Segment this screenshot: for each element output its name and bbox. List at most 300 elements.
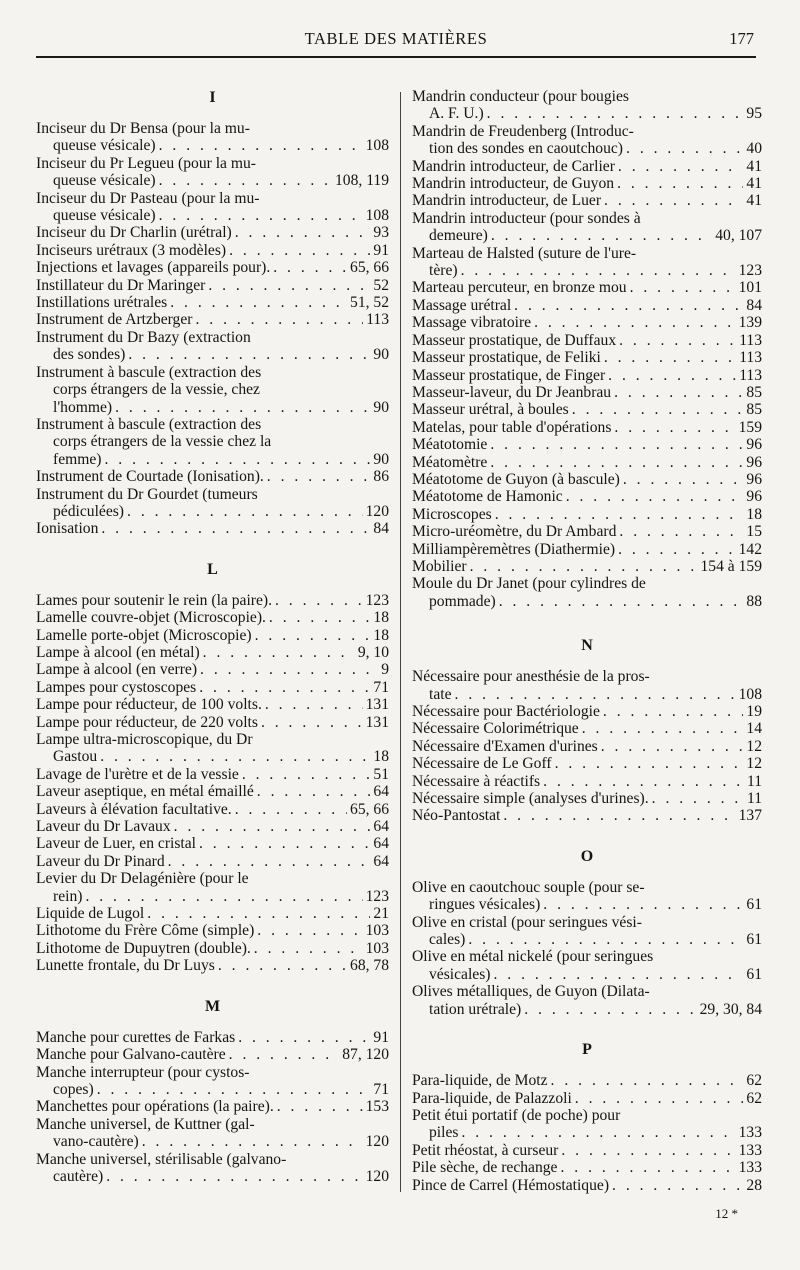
entry-text: Nécessaire simple (analyses d'urines).: [412, 790, 649, 808]
leader-dots: [615, 541, 736, 558]
leader-dots: [239, 766, 371, 783]
entry-page-ref: 96: [746, 436, 762, 454]
leader-dots: [139, 1133, 363, 1150]
entry-page-ref: 28: [746, 1176, 762, 1194]
entry-text: Inciseurs urétraux (3 modèles): [36, 241, 227, 259]
leader-dots: [579, 720, 744, 737]
leader-dots: [540, 773, 744, 790]
index-entry: [36, 783, 389, 800]
entry-line: [36, 190, 389, 207]
entry-line: [412, 279, 762, 296]
leader-dots: [97, 748, 370, 765]
entry-line: [412, 332, 762, 349]
entry-line: [36, 1151, 389, 1168]
leader-dots: [252, 627, 371, 644]
entry-text: Méatomètre: [412, 453, 488, 471]
entry-page-ref: 120: [365, 502, 389, 520]
entry-line: [36, 294, 389, 311]
entry-text: femme): [53, 450, 102, 468]
entry-line: [412, 948, 762, 965]
leader-dots: [467, 558, 698, 575]
section-letter: P: [582, 1041, 592, 1059]
entry-continuation-line: [36, 888, 389, 905]
entry-text: Petit étui portatif (de poche) pour: [412, 1106, 621, 1124]
leader-dots: [192, 311, 363, 328]
entry-line: [36, 766, 389, 783]
leader-dots: [82, 888, 362, 905]
entry-line: [36, 731, 389, 748]
index-entry: [36, 940, 389, 957]
entry-text: Injections et lavages (appareils pour).: [36, 259, 271, 277]
entry-page-ref: 64: [373, 818, 389, 836]
entry-page-ref: 11: [746, 772, 762, 790]
entry-line: [412, 314, 762, 331]
entry-page-ref: 41: [746, 175, 762, 193]
leader-dots: [548, 1072, 744, 1089]
entry-line: [36, 329, 389, 346]
entry-page-ref: 113: [739, 349, 762, 367]
index-entry: [412, 454, 762, 471]
entry-text: Marteau de Halsted (suture de l'ure-: [412, 244, 637, 262]
entry-text: Manchettes pour opérations (la paire).: [36, 1098, 274, 1116]
entry-text: Nécessaire à réactifs: [412, 772, 541, 790]
entry-text: Mandrin conducteur (pour bougies: [412, 88, 629, 105]
entry-page-ref: 14: [746, 720, 762, 738]
leader-dots: [200, 644, 355, 661]
index-entry: [36, 1116, 389, 1151]
entry-text: Olives métalliques, de Guyon (Dilata-: [412, 983, 650, 1001]
entry-continuation-line: [36, 451, 389, 468]
leader-dots: [254, 783, 371, 800]
entry-line: [36, 1029, 389, 1046]
page-header: [36, 26, 756, 58]
entry-line: [412, 506, 762, 523]
entry-text: Méatotome de Hamonic: [412, 488, 563, 506]
entry-text: Mandrin introducteur, de Carlier: [412, 157, 615, 175]
index-entry: [412, 506, 762, 523]
entry-page-ref: 9: [381, 661, 389, 679]
leader-dots: [226, 242, 370, 259]
entry-line: [412, 1159, 762, 1176]
entry-text: Lames pour soutenir le rein (la paire).: [36, 591, 272, 609]
index-entry: [412, 123, 762, 158]
entry-line: [36, 1116, 389, 1133]
entry-text: Instrument à bascule (extraction des: [36, 415, 262, 433]
entry-page-ref: 96: [746, 453, 762, 471]
entry-text: Laveur du Dr Pinard: [36, 852, 165, 870]
index-entry: [412, 210, 762, 245]
entry-text: Instrument du Dr Bazy (extraction: [36, 328, 251, 346]
entry-page-ref: 154 à 159: [700, 557, 762, 575]
entry-page-ref: 93: [373, 224, 389, 242]
entry-text: piles: [429, 1124, 459, 1142]
entry-line: [412, 541, 762, 558]
index-entry: [412, 523, 762, 540]
entry-text: corps étrangers de la vessie, chez: [53, 381, 260, 399]
index-entry: [36, 766, 389, 783]
entry-page-ref: 18: [373, 748, 389, 766]
leader-dots: [215, 957, 347, 974]
leader-dots: [232, 801, 347, 818]
index-entry: [412, 88, 762, 123]
index-entry: [412, 279, 762, 296]
entry-page-ref: 41: [746, 192, 762, 210]
entry-text: Manche universel, stérilisable (galvano-: [36, 1150, 287, 1168]
entry-text: Instrument de Artzberger: [36, 311, 193, 329]
leader-dots: [488, 227, 712, 244]
entry-text: des sondes): [53, 346, 126, 364]
entry-continuation-line: [36, 1081, 389, 1098]
entry-line: [412, 983, 762, 1000]
entry-continuation-line: [412, 966, 762, 983]
entry-page-ref: 123: [365, 591, 389, 609]
section-spacer: [412, 1018, 762, 1040]
index-entry: [412, 158, 762, 175]
leader-dots: [165, 853, 371, 870]
leader-dots: [487, 436, 743, 453]
entry-text: Masseur urétral, à boules: [412, 401, 569, 419]
entry-line: [412, 879, 762, 896]
entry-text: vano-cautère): [53, 1133, 139, 1151]
index-entry: [36, 835, 389, 852]
entry-continuation-line: [36, 207, 389, 224]
entry-text: Masseur prostatique, de Finger: [412, 366, 606, 384]
section-letter: O: [580, 847, 594, 865]
index-entry: [36, 190, 389, 225]
entry-page-ref: 142: [738, 540, 762, 558]
entry-page-ref: 131: [365, 696, 389, 714]
leader-dots: [226, 1046, 340, 1063]
entry-text: vésicales): [429, 965, 491, 983]
entry-text: Instrument à bascule (extraction des: [36, 363, 262, 381]
index-entry: [36, 714, 389, 731]
entry-page-ref: 15: [746, 523, 762, 541]
index-entry: [412, 401, 762, 418]
entry-line: [36, 853, 389, 870]
leader-dots: [490, 966, 743, 983]
leader-dots: [572, 1090, 744, 1107]
entry-page-ref: 108: [365, 207, 389, 225]
entry-line: [36, 609, 389, 626]
leader-dots: [103, 1168, 362, 1185]
entry-text: Levier du Dr Delagénière (pour le: [36, 870, 249, 888]
index-entry: [36, 259, 389, 276]
index-entry: [412, 914, 762, 949]
entry-text: Masseur-laveur, du Dr Jeanbrau: [412, 383, 612, 401]
index-entry: [36, 870, 389, 905]
entry-line: [36, 242, 389, 259]
index-entry: [36, 853, 389, 870]
entry-text: Massage urétral: [412, 296, 512, 314]
index-entry: [412, 332, 762, 349]
index-entry: [412, 1142, 762, 1159]
entry-text: Pile sèche, de rechange: [412, 1159, 558, 1177]
entry-line: [412, 575, 762, 592]
entry-text: cales): [429, 931, 466, 949]
leader-dots: [611, 384, 743, 401]
entry-page-ref: 101: [738, 279, 762, 297]
entry-text: tion des sondes en caoutchouc): [429, 140, 624, 158]
entry-line: [412, 384, 762, 401]
entry-continuation-line: [412, 262, 762, 279]
entry-page-ref: 68, 78: [350, 957, 389, 975]
leader-dots: [102, 451, 371, 468]
leader-dots: [197, 661, 378, 678]
index-entry: [36, 364, 389, 416]
index-entry: [36, 294, 389, 311]
entry-text: Mobilier: [412, 557, 467, 575]
entry-page-ref: 137: [738, 807, 762, 825]
entry-text: Olive en caoutchouc souple (pour se-: [412, 878, 645, 896]
entry-text: Instrument de Courtade (Ionisation).: [36, 468, 264, 486]
entry-text: Lunette frontale, du Dr Luys: [36, 957, 215, 975]
entry-line: [412, 88, 762, 105]
entry-page-ref: 87, 120: [342, 1046, 389, 1064]
entry-continuation-line: [412, 140, 762, 157]
entry-text: tère): [429, 262, 458, 280]
index-entry: [412, 297, 762, 314]
entry-continuation-line: [36, 1133, 389, 1150]
entry-continuation-line: [412, 686, 762, 703]
entry-text: Mandrin introducteur, de Luer: [412, 192, 602, 210]
entry-page-ref: 96: [746, 488, 762, 506]
entry-line: [36, 957, 389, 974]
entry-text: Méatotomie: [412, 436, 488, 454]
leader-dots: [196, 679, 370, 696]
entry-line: [412, 158, 762, 175]
entry-line: [412, 1107, 762, 1124]
leader-dots: [205, 277, 370, 294]
entry-text: cautère): [53, 1167, 104, 1185]
entry-line: [36, 627, 389, 644]
entry-page-ref: 108, 119: [335, 172, 389, 190]
entry-line: [36, 520, 389, 537]
entry-page-ref: 103: [365, 922, 389, 940]
entry-text: Nécessaire Colorimétrique: [412, 720, 579, 738]
index-entry: [412, 983, 762, 1018]
entry-line: [36, 835, 389, 852]
index-entry: [36, 801, 389, 818]
leader-dots: [484, 105, 744, 122]
index-entry: [412, 755, 762, 772]
entry-page-ref: 51: [373, 765, 389, 783]
entry-page-ref: 91: [373, 241, 389, 259]
entry-line: [412, 1090, 762, 1107]
entry-page-ref: 91: [373, 1028, 389, 1046]
index-entry: [412, 1159, 762, 1176]
entry-text: queuse vésicale): [53, 172, 156, 190]
entry-page-ref: 19: [746, 703, 762, 720]
leader-dots: [254, 922, 362, 939]
entry-continuation-line: [412, 227, 762, 244]
entry-line: [412, 755, 762, 772]
entry-text: Liquide de Lugol: [36, 905, 145, 923]
running-title: TABLE DES MATIÈRES: [304, 29, 488, 48]
entry-line: [36, 1098, 389, 1115]
entry-line: [412, 523, 762, 540]
entry-page-ref: 139: [738, 314, 762, 332]
entry-continuation-line: [36, 399, 389, 416]
leader-dots: [569, 401, 744, 418]
entry-page-ref: 113: [739, 331, 762, 349]
index-entry: [412, 720, 762, 737]
entry-line: [412, 1177, 762, 1194]
entry-line: [36, 870, 389, 887]
entry-line: [36, 661, 389, 678]
entry-continuation-line: [412, 593, 762, 610]
section-spacer: [36, 538, 389, 560]
index-entry: [36, 1098, 389, 1115]
entry-text: Masseur prostatique, de Feliki: [412, 349, 601, 367]
entry-line: [412, 454, 762, 471]
leader-dots: [94, 1081, 371, 1098]
section-letter: L: [207, 560, 218, 578]
entry-continuation-line: [36, 433, 389, 450]
index-entry: [412, 773, 762, 790]
entry-page-ref: 21: [373, 905, 389, 923]
index-entry: [412, 1107, 762, 1142]
entry-page-ref: 71: [373, 678, 389, 696]
leader-dots: [98, 520, 370, 537]
leader-dots: [167, 294, 347, 311]
entry-page-ref: 90: [373, 346, 389, 364]
entry-text: Inciseur du Pr Legueu (pour la mu-: [36, 154, 256, 172]
entry-line: [412, 703, 762, 720]
leader-dots: [563, 488, 744, 505]
entry-page-ref: 12: [746, 737, 762, 755]
entry-page-ref: 108: [365, 137, 389, 155]
entry-text: Para-liquide, de Palazzoli: [412, 1089, 572, 1107]
entry-line: [36, 696, 389, 713]
index-entry: [412, 349, 762, 366]
leader-dots: [611, 419, 735, 436]
entry-page-ref: 96: [746, 470, 762, 488]
leader-dots: [235, 1029, 370, 1046]
leader-dots: [262, 696, 363, 713]
entry-page-ref: 133: [738, 1124, 762, 1142]
index-entry: [412, 668, 762, 703]
entry-page-ref: 90: [373, 450, 389, 468]
entry-page-ref: 62: [746, 1089, 762, 1107]
entry-line: [412, 471, 762, 488]
entry-line: [412, 720, 762, 737]
index-entry: [412, 1090, 762, 1107]
index-entry: [36, 661, 389, 678]
entry-page-ref: 61: [746, 896, 762, 914]
entry-continuation-line: [36, 172, 389, 189]
entry-page-ref: 51, 52: [350, 294, 389, 312]
entry-page-ref: 64: [373, 783, 389, 801]
entry-text: corps étrangers de la vessie chez la: [53, 433, 272, 451]
entry-line: [412, 807, 762, 824]
entry-text: Olive en cristal (pour seringues vési-: [412, 913, 642, 931]
entry-text: Lamelle couvre-objet (Microscopie).: [36, 609, 266, 627]
entry-text: A. F. U.): [429, 105, 484, 123]
index-entry: [36, 905, 389, 922]
entry-line: [412, 401, 762, 418]
leader-dots: [511, 297, 743, 314]
index-entry: [36, 277, 389, 294]
leader-dots: [232, 224, 371, 241]
entry-line: [36, 486, 389, 503]
leader-dots: [124, 503, 363, 520]
index-entry: [36, 1064, 389, 1099]
leader-dots: [600, 703, 743, 720]
leader-dots: [452, 686, 736, 703]
index-column-right: [412, 88, 762, 1194]
entry-line: [412, 668, 762, 685]
leader-dots: [465, 931, 743, 948]
entry-page-ref: 71: [373, 1080, 389, 1098]
entry-line: [412, 175, 762, 192]
entry-page-ref: 123: [738, 262, 762, 280]
leader-dots: [521, 1001, 696, 1018]
leader-dots: [258, 714, 363, 731]
entry-text: Mandrin introducteur, de Guyon: [412, 175, 615, 193]
entry-line: [412, 192, 762, 209]
leader-dots: [112, 399, 370, 416]
entry-continuation-line: [36, 381, 389, 398]
entry-continuation-line: [36, 748, 389, 765]
index-entry: [412, 384, 762, 401]
entry-line: [36, 1064, 389, 1081]
entry-line: [36, 644, 389, 661]
entry-text: ringues vésicales): [429, 896, 541, 914]
entry-text: Para-liquide, de Motz: [412, 1072, 548, 1090]
entry-continuation-line: [412, 105, 762, 122]
leader-dots: [540, 896, 743, 913]
entry-text: rein): [53, 887, 83, 905]
entry-text: Laveur de Luer, en cristal: [36, 835, 196, 853]
entry-text: Inciseur du Dr Pasteau (pour la mu-: [36, 189, 260, 207]
entry-page-ref: 86: [373, 468, 389, 486]
entry-continuation-line: [412, 931, 762, 948]
entry-page-ref: 84: [746, 296, 762, 314]
entry-line: [36, 120, 389, 137]
leader-dots: [196, 835, 370, 852]
entry-page-ref: 95: [746, 105, 762, 123]
entry-line: [36, 364, 389, 381]
index-entry: [412, 558, 762, 575]
entry-page-ref: 11: [746, 790, 762, 808]
entry-text: pommade): [429, 592, 496, 610]
leader-dots: [156, 207, 363, 224]
entry-text: Lavage de l'urètre et de la vessie: [36, 765, 239, 783]
index-entry: [412, 436, 762, 453]
entry-text: Marteau percuteur, en bronze mou: [412, 279, 627, 297]
leader-dots: [609, 1177, 743, 1194]
entry-page-ref: 113: [739, 366, 762, 384]
entry-line: [36, 311, 389, 328]
index-entry: [412, 245, 762, 280]
entry-line: [36, 922, 389, 939]
entry-page-ref: 62: [746, 1072, 762, 1090]
leader-dots: [487, 454, 743, 471]
entry-line: [412, 367, 762, 384]
entry-line: [36, 416, 389, 433]
leader-dots: [623, 140, 743, 157]
entry-text: Laveur aseptique, en métal émaillé: [36, 783, 254, 801]
index-entry: [36, 627, 389, 644]
entry-page-ref: 9, 10: [357, 643, 389, 661]
entry-text: Laveur du Dr Lavaux: [36, 818, 171, 836]
entry-page-ref: 131: [365, 713, 389, 731]
index-entry: [412, 807, 762, 824]
entry-line: [36, 155, 389, 172]
entry-page-ref: 64: [373, 835, 389, 853]
entry-line: [36, 783, 389, 800]
entry-line: [412, 1072, 762, 1089]
